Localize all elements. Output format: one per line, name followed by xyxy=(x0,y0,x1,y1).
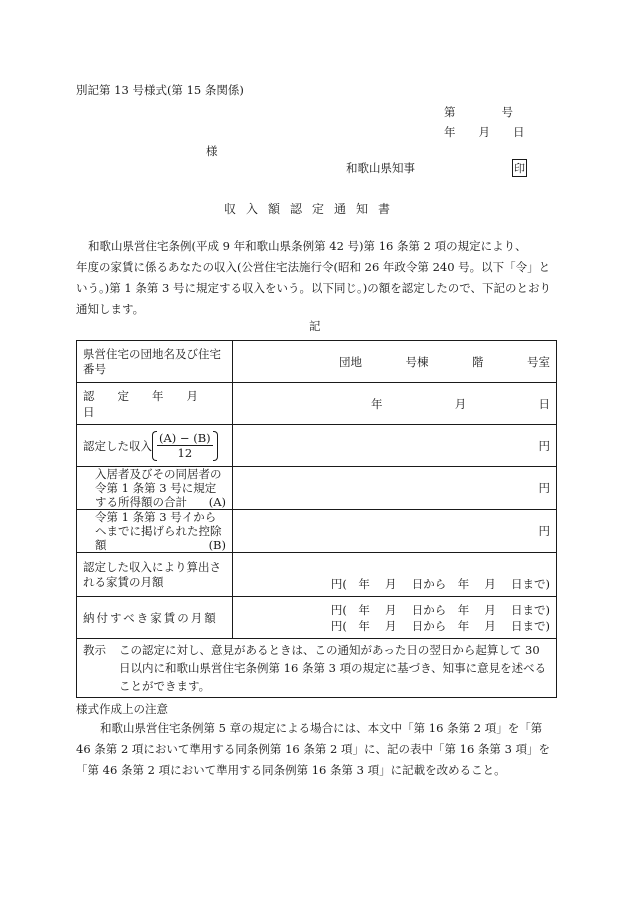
row-value-payable-rent xyxy=(233,597,557,639)
value-kai: 階 xyxy=(472,354,484,369)
formula-denominator: 12 xyxy=(177,445,193,460)
row-label-date: 認 定 年 月 日 xyxy=(77,383,233,425)
certification-table xyxy=(76,340,557,698)
addressee: 様 xyxy=(206,144,218,158)
row-label-payable-rent: 納付すべき家賃の月額 xyxy=(77,597,233,639)
table-row xyxy=(77,341,557,383)
income-formula xyxy=(152,431,218,461)
deduction-label: 令第 1 条第 3 号イからヘまでに掲げられた控除額 xyxy=(95,510,222,552)
value-goushitsu: 号室 xyxy=(527,354,550,369)
document-title: 収入額認定通知書 xyxy=(224,202,401,216)
table-row xyxy=(77,597,557,639)
notes-heading: 様式作成上の注意 xyxy=(76,702,168,716)
row-label-deduction xyxy=(77,510,233,553)
row-label-housing: 県営住宅の団地名及び住宅番号 xyxy=(77,341,233,383)
table-row xyxy=(77,639,557,698)
row-value-calculated-rent: 円( 年 月 日から 年 月 日まで) xyxy=(233,553,557,597)
table-row xyxy=(77,425,557,467)
document-date: 年 月 日 xyxy=(444,125,525,139)
ki-heading: 記 xyxy=(309,319,321,333)
row-label-income xyxy=(77,425,233,467)
row-value-deduction: 円 xyxy=(233,510,557,553)
row-value-date xyxy=(233,383,557,425)
table-row xyxy=(77,553,557,597)
income-label: 認定した収入 xyxy=(83,438,152,453)
instruction-label: 教示 xyxy=(83,643,106,657)
notes-text: 和歌山県営住宅条例第 5 章の規定による場合には、本文中「第 16 条第 2 項」を「第 46 条第 2 項において準用する同条例第 16 条第 2 項」に、記の表中「第 16 条第 3 項」を「第 46 条第 2 項において準用する同条例第 16 条第 3 項」に記載を改めること。 xyxy=(76,721,551,777)
instruction-text: この認定に対し、意見があるときは、この通知があった日の翌日から起算して 30 日以内に和歌山県営住宅条例第 16 条第 3 項の規定に基づき、知事に意見を述べることができます。 xyxy=(119,643,547,693)
table-row xyxy=(77,383,557,425)
document-number: 第 号 xyxy=(444,105,513,119)
seal-stamp: 印 xyxy=(512,159,527,177)
mark-a: (A) xyxy=(208,495,226,509)
body-text: 和歌山県営住宅条例(平成 9 年和歌山県条例第 42 号)第 16 条第 2 項の規定により、 年度の家賃に係るあなたの収入(公営住宅法施行令(昭和 26 年政令第 240 号。以下「令」という。)第 1 条第 3 号に規定する収入をいう。以下同じ。)の額を認定したので、下記のとおり通知します。 xyxy=(76,239,551,316)
row-value-housing xyxy=(233,341,557,383)
issuer: 和歌山県知事 xyxy=(346,161,415,175)
value-year: 年 xyxy=(371,396,383,411)
value-day: 日 xyxy=(538,396,550,411)
table-row xyxy=(77,510,557,553)
row-value-income-total: 円 xyxy=(233,467,557,510)
payable-rent-line-2: 円( 年 月 日から 年 月 日まで) xyxy=(330,618,550,633)
row-value-income: 円 xyxy=(233,425,557,467)
form-id: 別記第 13 号様式(第 15 条関係) xyxy=(76,83,244,97)
income-total-label: 入居者及びその同居者の令第 1 条第 3 号に規定する所得額の合計 xyxy=(95,467,222,509)
table-row xyxy=(77,467,557,510)
value-danchi: 団地 xyxy=(339,354,362,369)
value-gotou: 号棟 xyxy=(405,354,429,369)
formula-numerator: (A) − (B) xyxy=(159,430,211,445)
row-label-income-total xyxy=(77,467,233,510)
mark-b: (B) xyxy=(208,538,226,552)
payable-rent-line-1: 円( 年 月 日から 年 月 日まで) xyxy=(330,602,550,617)
instruction-cell xyxy=(77,639,557,698)
value-month: 月 xyxy=(454,396,467,411)
row-label-calculated-rent: 認定した収入により算出される家賃の月額 xyxy=(77,553,233,597)
